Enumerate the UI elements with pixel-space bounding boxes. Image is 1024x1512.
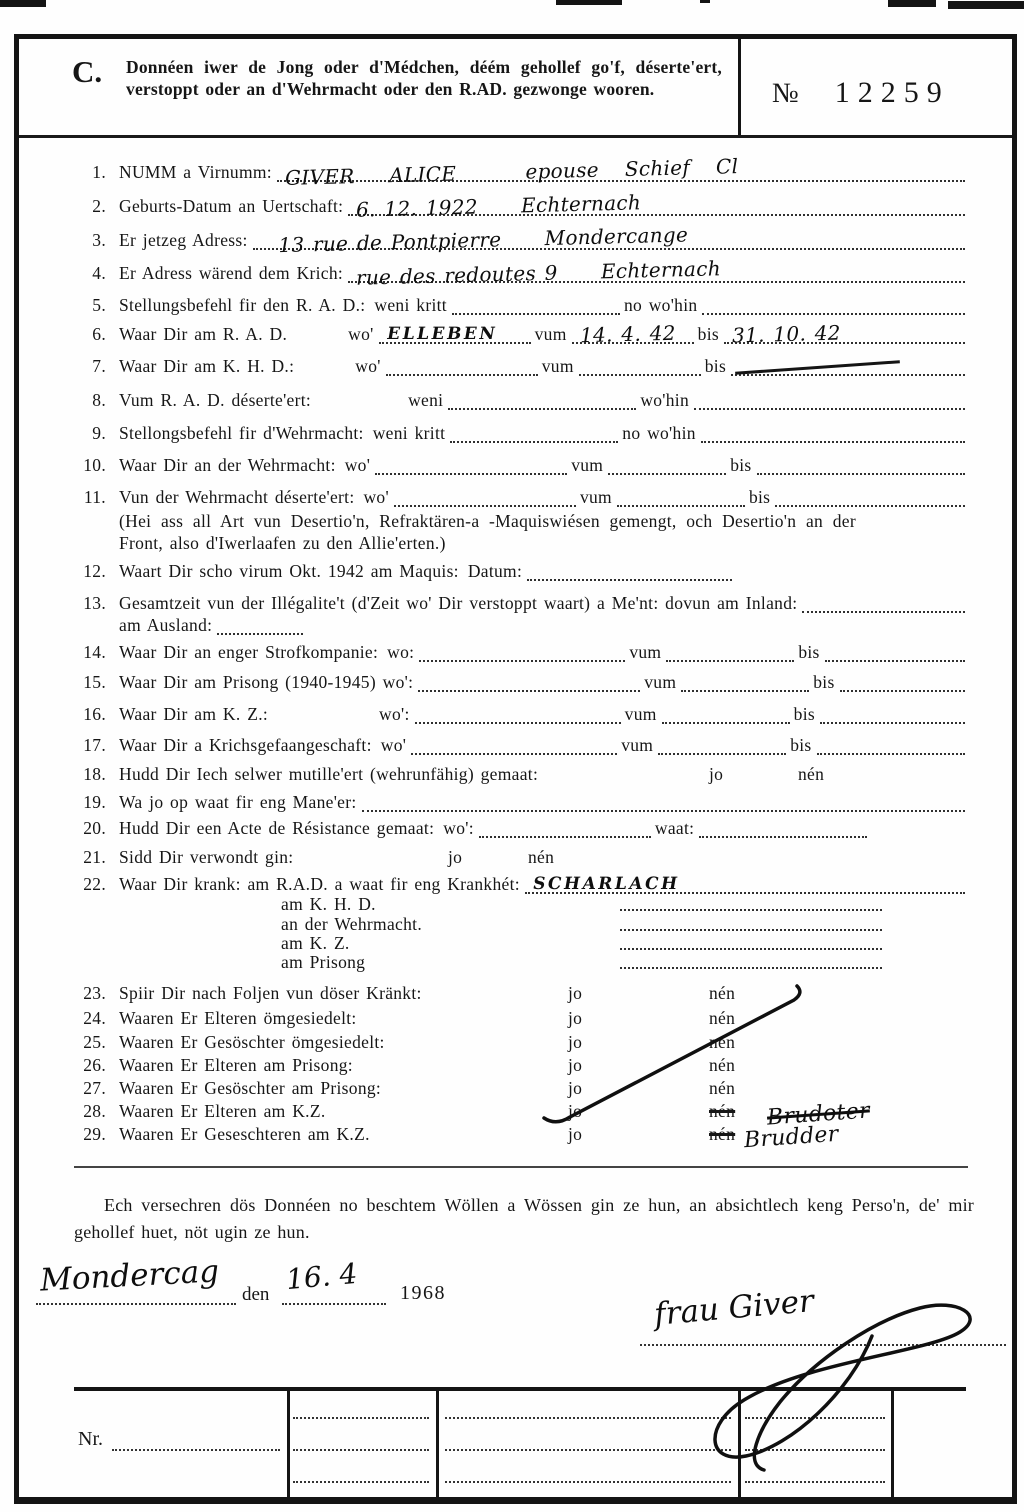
nr-label: Nr.	[78, 1428, 103, 1450]
row-number: 12.	[83, 561, 106, 581]
form-label: bis	[790, 735, 812, 755]
dotted-line	[527, 562, 732, 581]
handwritten-entry: rue des redoutes 9 Echternach	[355, 256, 722, 290]
dotted-line	[745, 1449, 885, 1451]
form-row-r5	[72, 291, 965, 315]
form-row-r19	[72, 788, 965, 812]
row-number: 5.	[92, 295, 106, 315]
form-label: Waar Dir an enger Strofkompanie:	[119, 642, 379, 662]
row-number: 27.	[83, 1078, 106, 1098]
form-label: wo'	[380, 735, 407, 755]
form-label: Waaren Er Elteren am K.Z.	[119, 1101, 326, 1121]
footer-table-divider	[287, 1387, 290, 1497]
row-number: 16.	[83, 704, 106, 724]
footer-table-top-border	[74, 1387, 966, 1391]
option-jo: jo	[568, 1124, 583, 1144]
row-number: 10.	[83, 455, 106, 475]
form-label: Geburts-Datum an Uertschaft:	[119, 196, 344, 216]
form-row-r12	[72, 557, 965, 581]
dotted-line	[724, 320, 965, 348]
dotted-line	[658, 736, 786, 755]
form-label: Hudd Dir een Acte de Résistance gemaat:	[119, 818, 435, 838]
form-label: (Hei ass all Art vun Desertio'n, Refraktären-a -Maquiswiésen gemengt, och Desertio'n an der	[119, 511, 857, 531]
form-row-r6	[72, 320, 965, 348]
form-label: Gesamtzeit vun der Illégalite't (d'Zeit wo' Dir verstoppt waart) a Me'nt: dovun am Inland:	[119, 593, 798, 613]
row-number: 24.	[83, 1008, 106, 1028]
dotted-line	[277, 154, 965, 190]
dotted-line	[293, 1417, 429, 1419]
handwritten-entry: Brudoter	[766, 1098, 871, 1131]
form-row-r22d	[72, 948, 965, 972]
dotted-line	[572, 320, 694, 348]
form-label: am K. Z.	[281, 933, 350, 953]
dotted-line	[840, 673, 965, 692]
form-label: am Prisong	[281, 952, 366, 972]
option-nen: nén	[709, 1008, 736, 1028]
dotted-line	[362, 793, 965, 812]
row-number: 13.	[83, 593, 106, 613]
handwritten-entry: 6. 12. 1922 Echternach	[356, 190, 642, 222]
form-label: wo'	[344, 455, 371, 475]
form-label: bis	[798, 642, 820, 662]
section-letter: C.	[72, 54, 103, 89]
dotted-line	[745, 1481, 885, 1483]
row-number: 14.	[83, 642, 106, 662]
dotted-line	[445, 1449, 731, 1451]
form-label: Waar Dir am K. H. D.:	[119, 356, 295, 376]
footer-table-divider	[436, 1387, 439, 1497]
form-label: Vun der Wehrmacht déserte'ert:	[119, 487, 355, 507]
dotted-line	[386, 357, 538, 376]
form-label: wo'	[348, 324, 374, 344]
row-number: 7.	[92, 356, 106, 376]
form-label: vum	[629, 642, 662, 662]
dotted-line	[375, 456, 567, 475]
form-label: Waar Dir an der Wehrmacht:	[119, 455, 336, 475]
dotted-line	[640, 1344, 1006, 1346]
row-number: 22.	[83, 874, 106, 894]
form-row-r8	[72, 386, 965, 410]
form-label: Waaren Er Gesöschter ömgesiedelt:	[119, 1032, 385, 1052]
dotted-line	[702, 296, 965, 315]
form-label: am Ausland:	[119, 615, 213, 635]
dotted-line	[348, 256, 965, 290]
form-label: NUMM a Virnumm:	[119, 162, 272, 182]
row-number: 4.	[92, 263, 106, 283]
den-label: den	[242, 1284, 270, 1305]
form-label: Er jetzeg Adress:	[119, 230, 248, 250]
dotted-line	[217, 616, 303, 635]
option-nen: nén	[709, 1101, 736, 1121]
form-label: Waart Dir scho virum Okt. 1942 am Maquis:	[119, 561, 459, 581]
row-number: 2.	[92, 196, 106, 216]
form-label: weni kritt	[372, 423, 446, 443]
dotted-line	[701, 424, 965, 443]
form-label: Waaren Er Gesöschter am Prisong:	[119, 1078, 382, 1098]
form-label: vum	[621, 735, 654, 755]
row-number: 21.	[83, 847, 106, 867]
handwritten-place: Mondercag	[39, 1253, 220, 1299]
form-label: bis	[697, 324, 719, 344]
form-row-r27	[72, 1074, 965, 1098]
form-label: Waar Dir krank: am R.A.D. a waat fir eng Krankhét:	[119, 874, 520, 894]
row-number: 1.	[92, 162, 106, 182]
form-label: bis	[793, 704, 815, 724]
dotted-line	[415, 705, 621, 724]
row-number: 11.	[83, 487, 106, 507]
dotted-line	[293, 1481, 429, 1483]
dotted-line	[579, 357, 701, 376]
form-row-r18	[72, 760, 965, 784]
form-row-r2	[72, 190, 965, 222]
option-jo: jo	[568, 1008, 583, 1028]
form-label: Datum:	[467, 561, 523, 581]
form-label: vum	[571, 455, 604, 475]
dotted-line	[450, 424, 618, 443]
form-row-r29	[72, 1120, 965, 1154]
dotted-line	[452, 296, 620, 315]
dotted-line	[699, 819, 867, 838]
dotted-line	[620, 955, 882, 969]
dotted-line	[820, 705, 965, 724]
dotted-line	[662, 705, 790, 724]
form-label: Waar Dir am Prisong (1940-1945) wo':	[119, 672, 414, 692]
row-number: 17.	[83, 735, 106, 755]
form-label: wo'	[363, 487, 389, 507]
form-row-r17	[72, 731, 965, 755]
form-row-r24	[72, 1004, 965, 1028]
dotted-line	[694, 391, 965, 410]
dotted-line	[775, 488, 965, 507]
option-jo: jo	[709, 764, 724, 784]
row-number: 25.	[83, 1032, 106, 1052]
section-separator	[74, 1166, 968, 1168]
handwritten-entry: Brudder	[743, 1121, 840, 1154]
dotted-line	[348, 190, 965, 222]
dotted-line	[253, 222, 965, 258]
option-nen: nén	[798, 764, 825, 784]
form-label: wo'hin	[640, 390, 690, 410]
form-row-r9	[72, 419, 965, 443]
form-label: Spiir Dir nach Foljen vun döser Kränkt:	[119, 983, 422, 1003]
form-label: Waaren Er Elteren am Prisong:	[119, 1055, 353, 1075]
form-label: wo'	[355, 356, 381, 376]
section-description: Donnéen iwer de Jong oder d'Médchen, déém gehollef go'f, déserte'ert, verstoppt oder an d'Wehrmacht oder den R.AD. gezwonge wooren.	[126, 57, 722, 99]
row-number: 3.	[92, 230, 106, 250]
form-label: wo':	[379, 704, 410, 724]
handwritten-entry: 14. 4. 42	[579, 320, 676, 348]
form-row-r1	[72, 154, 965, 190]
form-row-r28	[72, 1097, 965, 1131]
dotted-line	[411, 736, 617, 755]
form-row-r23	[72, 979, 965, 1003]
row-number: 28.	[83, 1101, 106, 1121]
dotted-line	[445, 1481, 731, 1483]
dotted-line	[817, 736, 965, 755]
handwritten-entry: SCHARLACH	[531, 874, 682, 894]
form-row-r11b	[72, 529, 965, 553]
handwritten-entry: GIVER ALICE epouse Schief Cl	[284, 154, 739, 190]
form-row-r14	[72, 638, 965, 662]
form-label: vum	[541, 356, 574, 376]
form-label: wo:	[387, 642, 415, 662]
dotted-line	[617, 488, 745, 507]
form-row-r11	[72, 483, 965, 507]
form-row-r4	[72, 256, 965, 290]
form-row-r26	[72, 1051, 965, 1075]
option-nen: nén	[709, 1032, 736, 1052]
dotted-line	[666, 643, 794, 662]
form-row-r21	[72, 843, 965, 867]
form-label: Hudd Dir Iech selwer mutille'ert (wehrunfähig) gemaat:	[119, 764, 539, 784]
form-row-r10	[72, 451, 965, 475]
form-label: waat:	[654, 818, 695, 838]
form-label: am K. H. D.	[281, 894, 376, 914]
dotted-line	[608, 456, 726, 475]
handwritten-dash	[735, 360, 900, 375]
dotted-line	[745, 1417, 885, 1419]
dotted-line	[445, 1417, 731, 1419]
handwritten-date: 16. 4	[284, 1256, 359, 1297]
form-label: Waaren Er Elteren ömgesiedelt:	[119, 1008, 357, 1028]
form-label: vum	[644, 672, 677, 692]
option-jo: jo	[568, 1032, 583, 1052]
form-label: Stellungsbefehl fir den R. A. D.:	[119, 295, 366, 315]
footer-table-divider	[891, 1387, 894, 1497]
form-label: wo':	[443, 818, 474, 838]
form-label: Wa jo op waat fir eng Mane'er:	[119, 792, 357, 812]
form-label: vum	[579, 487, 612, 507]
form-label: no wo'hin	[623, 295, 698, 315]
form-label: weni	[408, 390, 444, 410]
dotted-line	[620, 897, 882, 911]
dotted-line	[448, 391, 636, 410]
form-label: Front, also d'Iwerlaafen zu den Allie'erten.)	[119, 533, 446, 553]
form-row-r11a	[72, 507, 965, 531]
declaration-text: Ech versechren dös Donnéen no beschtem Wöllen a Wössen gin ze hun, an absichtlech keng Perso'n, de' mir gehollef huet, nöt ugin ze hun.	[74, 1195, 974, 1242]
form-row-r15	[72, 668, 965, 692]
handwritten-entry: 31. 10. 42	[731, 320, 842, 348]
form-label: bis	[704, 356, 727, 376]
option-jo: jo	[568, 983, 583, 1003]
form-label: Vum R. A. D. déserte'ert:	[119, 390, 312, 410]
row-number: 26.	[83, 1055, 106, 1075]
row-number: 20.	[83, 818, 106, 838]
form-label: Waaren Er Geseschteren am K.Z.	[119, 1124, 370, 1144]
dotted-line	[112, 1449, 280, 1451]
form-label: Waar Dir am R. A. D.	[119, 324, 288, 344]
option-nen: nén	[709, 983, 736, 1003]
dotted-line	[293, 1449, 429, 1451]
form-row-r3	[72, 222, 965, 258]
row-number: 19.	[83, 792, 106, 812]
form-label: Stellongsbefehl fir d'Wehrmacht:	[119, 423, 364, 443]
dotted-line	[825, 643, 965, 662]
form-row-r16	[72, 700, 965, 724]
numero-sign: №	[772, 78, 799, 109]
handwritten-entry: ELLEBEN	[384, 324, 499, 344]
form-label: an der Wehrmacht.	[281, 914, 422, 934]
row-number: 29.	[83, 1124, 106, 1144]
row-number: 6.	[92, 324, 106, 344]
form-label: bis	[730, 455, 752, 475]
dotted-line	[282, 1303, 386, 1305]
row-number: 8.	[92, 390, 106, 410]
option-jo: jo	[448, 847, 463, 867]
form-row-r25	[72, 1028, 965, 1052]
row-number: 15.	[83, 672, 106, 692]
handwritten-signature-name: frau Giver	[652, 1283, 816, 1333]
dotted-line	[379, 325, 531, 344]
dotted-line	[419, 643, 625, 662]
option-jo: jo	[568, 1101, 583, 1121]
handwritten-entry: 13 rue de Pontpierre Mondercange	[260, 222, 689, 258]
dotted-line	[731, 357, 965, 376]
year-label: 1968	[400, 1282, 446, 1304]
option-jo: jo	[568, 1078, 583, 1098]
form-label: vum	[624, 704, 657, 724]
option-nen: nén	[709, 1055, 736, 1075]
option-nen: nén	[709, 1078, 736, 1098]
dotted-line	[479, 819, 651, 838]
form-label: bis	[748, 487, 771, 507]
dotted-line	[394, 488, 576, 507]
dotted-line	[418, 673, 640, 692]
row-number: 9.	[92, 423, 106, 443]
form-label: Sidd Dir verwondt gin:	[119, 847, 294, 867]
footer-table-divider	[738, 1387, 741, 1497]
dotted-line	[757, 456, 965, 475]
row-number: 18.	[83, 764, 106, 784]
form-label: Er Adress wärend dem Krich:	[119, 263, 344, 283]
option-jo: jo	[568, 1055, 583, 1075]
form-label: no wo'hin	[622, 423, 696, 443]
form-label: vum	[534, 324, 567, 344]
form-number-value: 12259	[834, 76, 950, 109]
form-row-r7	[72, 352, 965, 376]
option-nen: nén	[709, 1124, 736, 1144]
form-label: bis	[813, 672, 835, 692]
form-row-r13b	[72, 611, 965, 635]
option-nen: nén	[528, 847, 555, 867]
dotted-line	[681, 673, 809, 692]
form-row-r20	[72, 814, 965, 838]
form-label: Waar Dir a Krichsgefaangeschaft:	[119, 735, 372, 755]
form-label: Waar Dir am K. Z.:	[119, 704, 269, 724]
form-label: weni kritt	[374, 295, 447, 315]
form-row-r13	[72, 589, 965, 613]
dotted-line	[36, 1303, 236, 1305]
row-number: 23.	[83, 983, 106, 1003]
